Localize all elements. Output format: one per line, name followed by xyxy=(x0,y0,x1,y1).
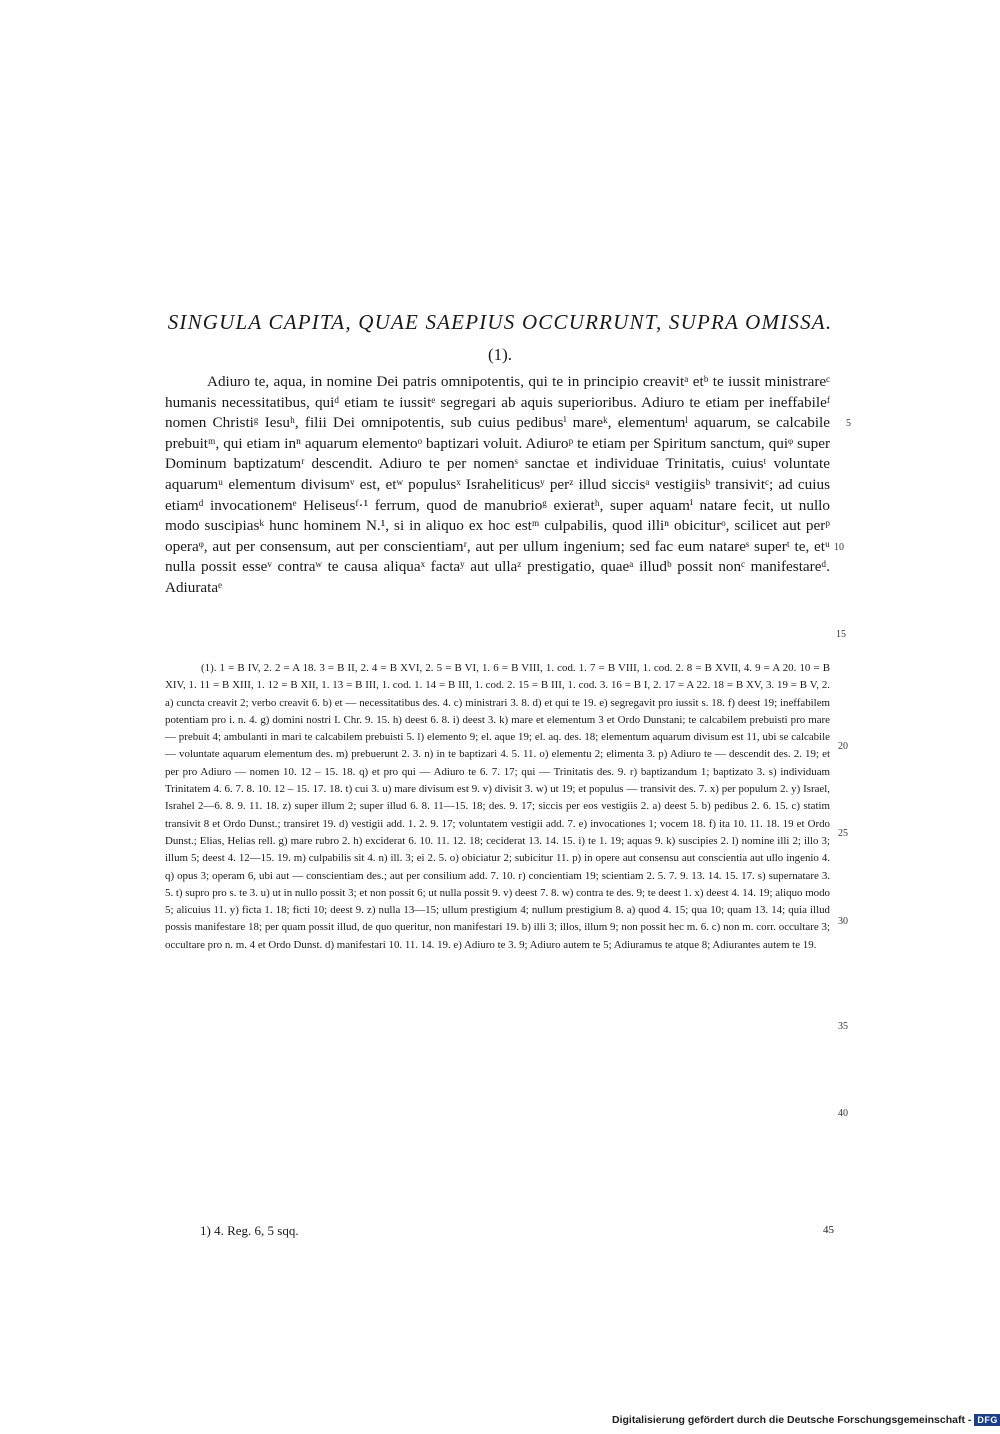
main-text-block xyxy=(165,372,830,599)
page-title: SINGULA CAPITA, QUAE SAEPIUS OCCURRUNT, SUPRA OMISSA. xyxy=(167,310,833,334)
banner-text: Digitalisierung gefördert durch die Deutsche Forschungsgemeinschaft - xyxy=(612,1414,972,1426)
critical-apparatus xyxy=(165,660,830,954)
apparatus-text: (1). 1 = B IV, 2. 2 = A 18. 3 = B II, 2. 4 = B XVI, 2. 5 = B VI, 1. 6 = B VIII, 1. cod. 1. 7 = B VIII, 1. cod. 2. 8 = B XVII, 4. 9 = A 20. 10 = B XIV, 1. 11 = B XIII, 1. 12 = B XII, 1. 13 = B III, 1. cod. 1. 14 = B III, 1. cod. 2. 15 = B III, 1. cod. 3. 16 = B I, 2. 17 = A 22. 18 = B XV, 3. 19 = B V, 2. a) cuncta creavit 2; verbo creavit 6. b) et — necessitatibus des. 4. c) ministrari 3. 8. d) et qui te 19. e) segregavit pro iussit s. 18. f) deest 19; ineffabilem potentiam pro i. n. 4. g) domini nostri I. Chr. 9. 15. h) deest 6. 8. i) deest 3. k) mare et elementum 3 et Ordo Dunstani; te calcabilem prebuisti pro mare — prebuit 4; ambulanti in mari te calcabilem prebuisti 5. l) elemento 9; el. aque 19; el. aq. des. 18; elementum aquarum divisum est 11, ubi se calcabile — voluntate aquarum elementum des. m) prebuerunt 2. 3. n) in te baptizari 4. 5. 11. o) elementu 2; elimenta 3. p) Adiuro te — descendit des. 2. 19; et per pro Adiuro — nomen 10. 12 – 15. 18. q) et pro qui — Adiuro te 6. 7. 17; qui — Trinitatis des. 9. r) baptizandum 1; baptizato 3. s) individuam Trinitatem 4. 6. 7. 8. 10. 12 – 15. 17. 18. t) cui 3. u) mare divisum est 9. v) divisit 3. w) ut 19; et populus — transivit des. 7. x) per populum 2. y) Israel, Israhel 2—6. 8. 9. 11. 18. z) super illum 2; super illud 6. 8. 11—15. 18; des. 9. 17; siccis per eos vestigiis 2. a) deest 5. b) pedibus 2. 6. 15. c) statim transivit 8 et Ordo Dunst.; transiret 19. d) vestigii add. 1. 2. 9. 17; voluntatem vestigii add. 7. e) invocationes 1; vocem 18. f) ita 10. 11. 18. 19 et Ordo Dunst.; Elias, Helias rell. g) mare rubro 2. h) exciderat 6. 10. 11. 12. 18; ceciderat 13. 14. 15. i) te 1. 19; aquas 9. k) suscipies 2. l) nomine illi 2; illo 3; illum 5; deest 4. 12—15. 19. m) culpabilis sit 4. n) ill. 3; ei 2. 5. o) obiciatur 2; subicitur 11. p) in opere aut consensu aut conscientia aut ullo ingenio 4. q) opus 3; operam 6, ubi aut — conscientiam des.; aut per consilium add. 7. 10. r) concientiam 19; scientiam 2. 5. 7. 9. 13. 14. 15. 17. s) supernatare 3. 5. t) supro pro s. te 3. u) ut in nullo possit 3; et non possit 6; ut nulla possit 9. v) deest 7. 8. w) contra te des. 9; te deest 1. x) deest 4. 14. 19; aliquo modo 5; alicuius 11. y) ficta 1. 18; ficti 10; deest 9. z) nulla 13—15; ullum prestigium 4; nullum prestigium 8. a) quod 4. 15; qua 10; quam 13. 14; quia illud possis manifestare 18; per quam possit illud, de quo queritur, non manifestari 19. b) illi 3; illos, illum 9; non possit hec m. 6. c) non m. corr. occultare 3; occultare pro n. m. 4 et Ordo Dunst. d) manifestari 10. 11. 14. 19. e) Adiuro te 3. 9; Adiuro autem te 5; Adiuramus te atque 8; Adiurantes autem te 19. xyxy=(165,662,830,951)
bottom-footnote: 1) 4. Reg. 6, 5 sqq. xyxy=(200,1223,299,1238)
line-number-40: 40 xyxy=(838,1108,848,1119)
dfg-banner xyxy=(612,1414,1000,1426)
line-number-25: 25 xyxy=(838,828,848,839)
section-number: (1). xyxy=(487,345,513,364)
line-number-10: 10 xyxy=(834,542,844,553)
dfg-logo-icon: DFG xyxy=(974,1414,1000,1426)
line-number-15: 15 xyxy=(836,629,846,640)
page-number: 45 xyxy=(823,1224,834,1236)
line-number-5: 5 xyxy=(846,418,851,429)
line-number-20: 20 xyxy=(838,741,848,752)
line-number-35: 35 xyxy=(838,1021,848,1032)
line-number-30: 30 xyxy=(838,916,848,927)
main-paragraph: Adiuro te, aqua, in nomine Dei patris omnipotentis, qui te in principio creavitᵃ etᵇ te iussit ministrareᶜ humanis necessitatibus, quiᵈ etiam te iussitᵉ segregari ab aquis superioribus. Adiuro te etiam per ineffabileᶠ nomen Christiᵍ Iesuʰ, filii Dei omnipotentis, sub cuius pedibusⁱ mareᵏ, elementumˡ aquarum, se calcabile prebuitᵐ, qui etiam inⁿ aquarum elementoᵒ baptizari voluit. Adiuroᵖ te etiam per Spiritum sanctum, quiᵠ super Dominum baptizatumʳ descendit. Adiuro te per nomenˢ sanctae et individuae Trinitatis, cuiusᵗ voluntate aquarumᵘ elementum divisumᵛ est, etʷ populusˣ Israheliticusʸ perᶻ illud siccisᵃ vestigiisᵇ transivitᶜ; ad cuius etiamᵈ invocationemᵉ Heliseusᶠ·¹ ferrum, quod de manubrioᵍ exieratʰ, super aquamⁱ natare fecit, ut nullo modo suscipiasᵏ hunc hominem N.¹, si in aliquo ex hoc estᵐ culpabilis, quod illiⁿ obiciturᵒ, scilicet aut perᵖ operaᵠ, aut per consensum, aut per conscientiamʳ, aut per ullum ingenium; sed fac eum natareˢ superᵗ te, etᵘ nulla possit esseᵛ contraʷ te causa aliquaˣ factaʸ aut ullaᶻ prestigatio, quaeᵃ illudᵇ possit nonᶜ manifestareᵈ. Adiurataᵉ xyxy=(165,373,830,596)
